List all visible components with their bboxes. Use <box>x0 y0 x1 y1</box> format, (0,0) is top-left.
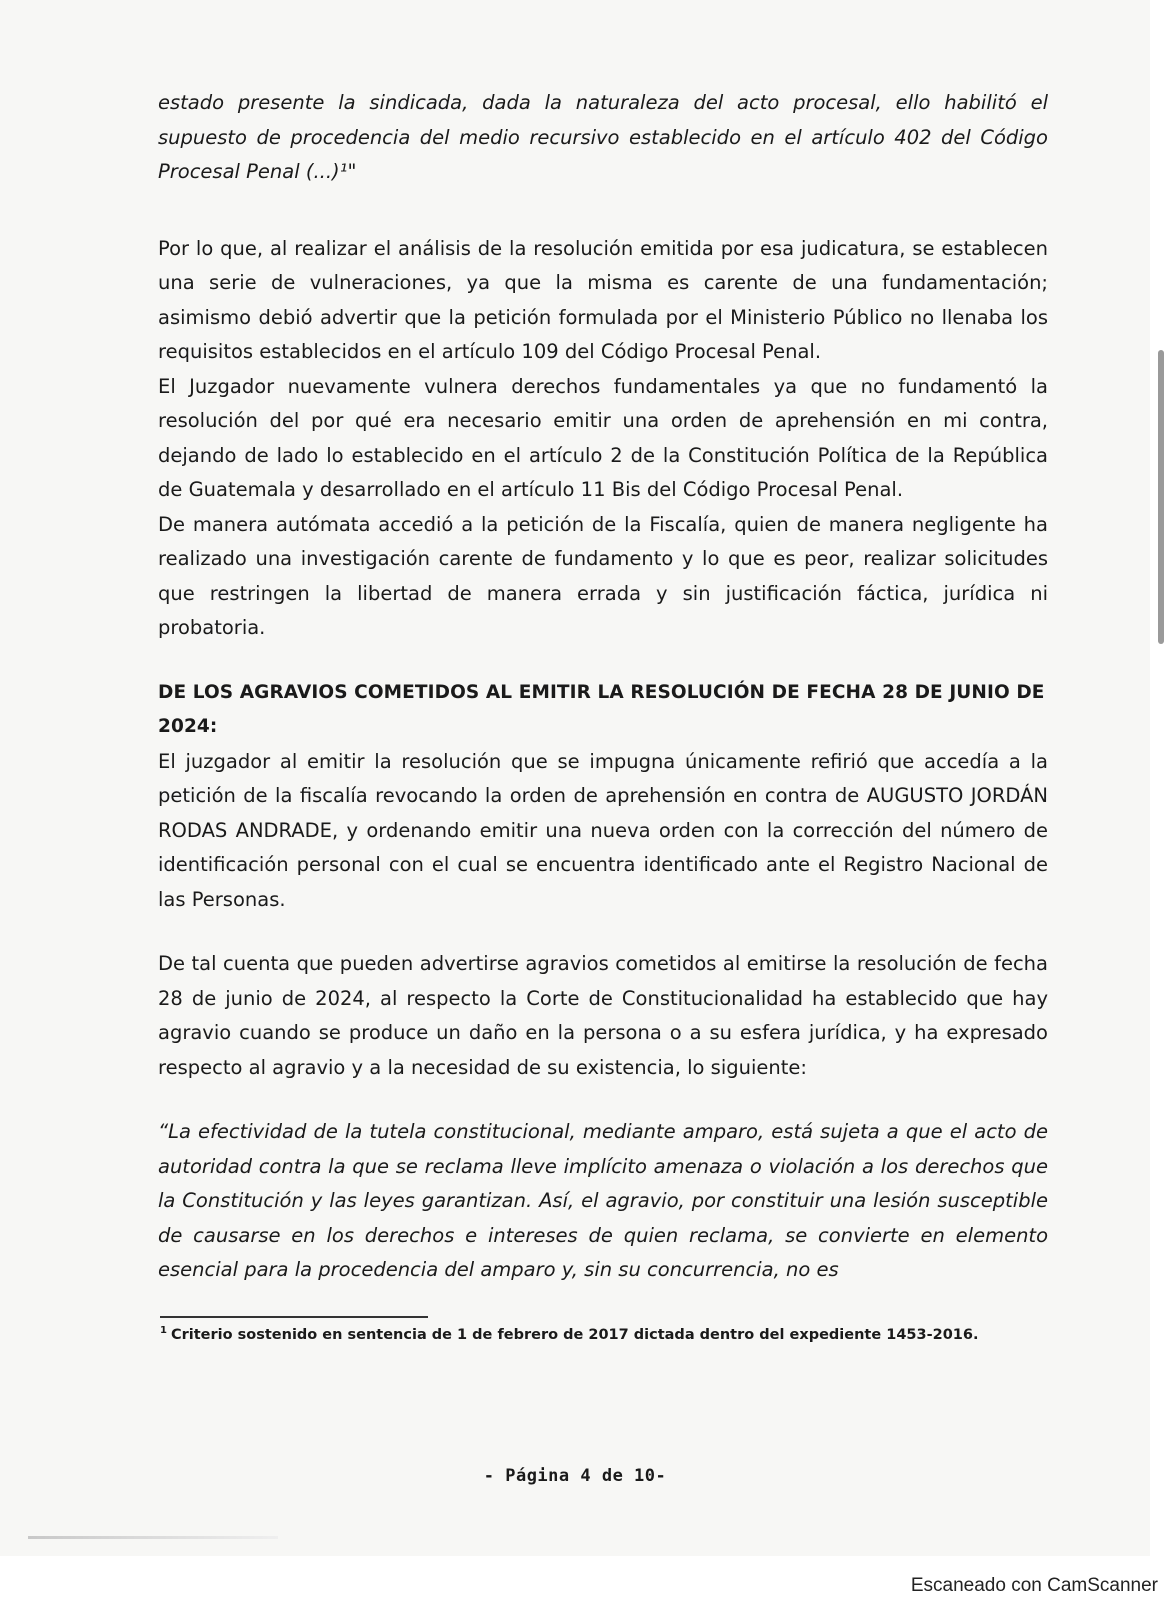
paragraph-analysis: Por lo que, al realizar el análisis de la resolución emitida por esa judicatura, se establecen una serie de vulneraciones, ya que la misma es carente de una fundamentación; asimismo debió advertir que la petición formulada por el Ministerio Público no llenaba los requisitos establecidos en el artículo 109 del Código Procesal Penal. <box>158 236 1048 363</box>
footnote-divider <box>160 1316 428 1318</box>
paragraph-grievances: De tal cuenta que pueden advertirse agravios cometidos al emitirse la resolución de fecha 28 de junio de 2024, al respecto la Corte de Constitucionalidad ha establecido que hay agravio cuando se produce un daño en la persona o a su esfera jurídica, y ha expresado respecto al agravio y a la necesidad de su existencia, lo siguiente: <box>158 952 1048 1079</box>
paragraph-prosecutor: De manera autómata accedió a la petición de la Fiscalía, quien de manera negligente ha realizado una investigación carente de fundamento y lo que es peor, realizar solicitudes que restringen la libertad de manera errada y sin justificación fáctica, jurídica ni probatoria. <box>158 512 1048 639</box>
footnote-text: Criterio sostenido en sentencia de 1 de febrero de 2017 dictada dentro del expediente 1453-2016. <box>170 1326 979 1343</box>
intro-quote-continuation: estado presente la sindicada, dada la naturaleza del acto procesal, ello habilitó el supuesto de procedencia del medio recursivo establecido en el artículo 402 del Código Procesal Penal (...)¹" <box>158 91 1048 183</box>
scrollbar-thumb[interactable] <box>1158 350 1164 644</box>
document-body <box>158 86 1048 1288</box>
court-quote: “La efectividad de la tutela constitucional, mediante amparo, está sujeta a que el acto de autoridad contra la que se reclama lleve implícito amenaza o violación a los derechos que la Constitución y las leyes garantizan. Así, el agravio, por constituir una lesión susceptible de causarse en los derechos e intereses de quien reclama, se convierte en elemento esencial para la procedencia del amparo y, sin su concurrencia, no es <box>158 1120 1048 1281</box>
page-number: - Página 4 de 10- <box>483 1466 667 1486</box>
scan-smudge <box>28 1536 278 1539</box>
scan-margin <box>1150 0 1174 1600</box>
scanner-watermark: Escaneado con CamScanner <box>910 1575 1158 1596</box>
section-heading: DE LOS AGRAVIOS COMETIDOS AL EMITIR LA RESOLUCIÓN DE FECHA 28 DE JUNIO DE 2024: <box>158 681 1045 737</box>
footnote-marker: 1 <box>160 1325 167 1336</box>
paragraph-judge: El juzgador al emitir la resolución que se impugna únicamente refirió que accedía a la petición de la fiscalía revocando la orden de aprehensión en contra de AUGUSTO JORDÁN RODAS ANDRADE, y ordenando emitir una nueva orden con la corrección del número de identificación personal con el cual se encuentra identificado ante el Registro Nacional de las Personas. <box>158 749 1048 911</box>
footnote <box>160 1320 1040 1346</box>
paragraph-violations: El Juzgador nuevamente vulnera derechos fundamentales ya que no fundamentó la resolución del por qué era necesario emitir una orden de aprehensión en mi contra, dejando de lado lo establecido en el artículo 2 de la Constitución Política de la República de Guatemala y desarrollado en el artículo 11 Bis del Código Procesal Penal. <box>158 374 1048 501</box>
